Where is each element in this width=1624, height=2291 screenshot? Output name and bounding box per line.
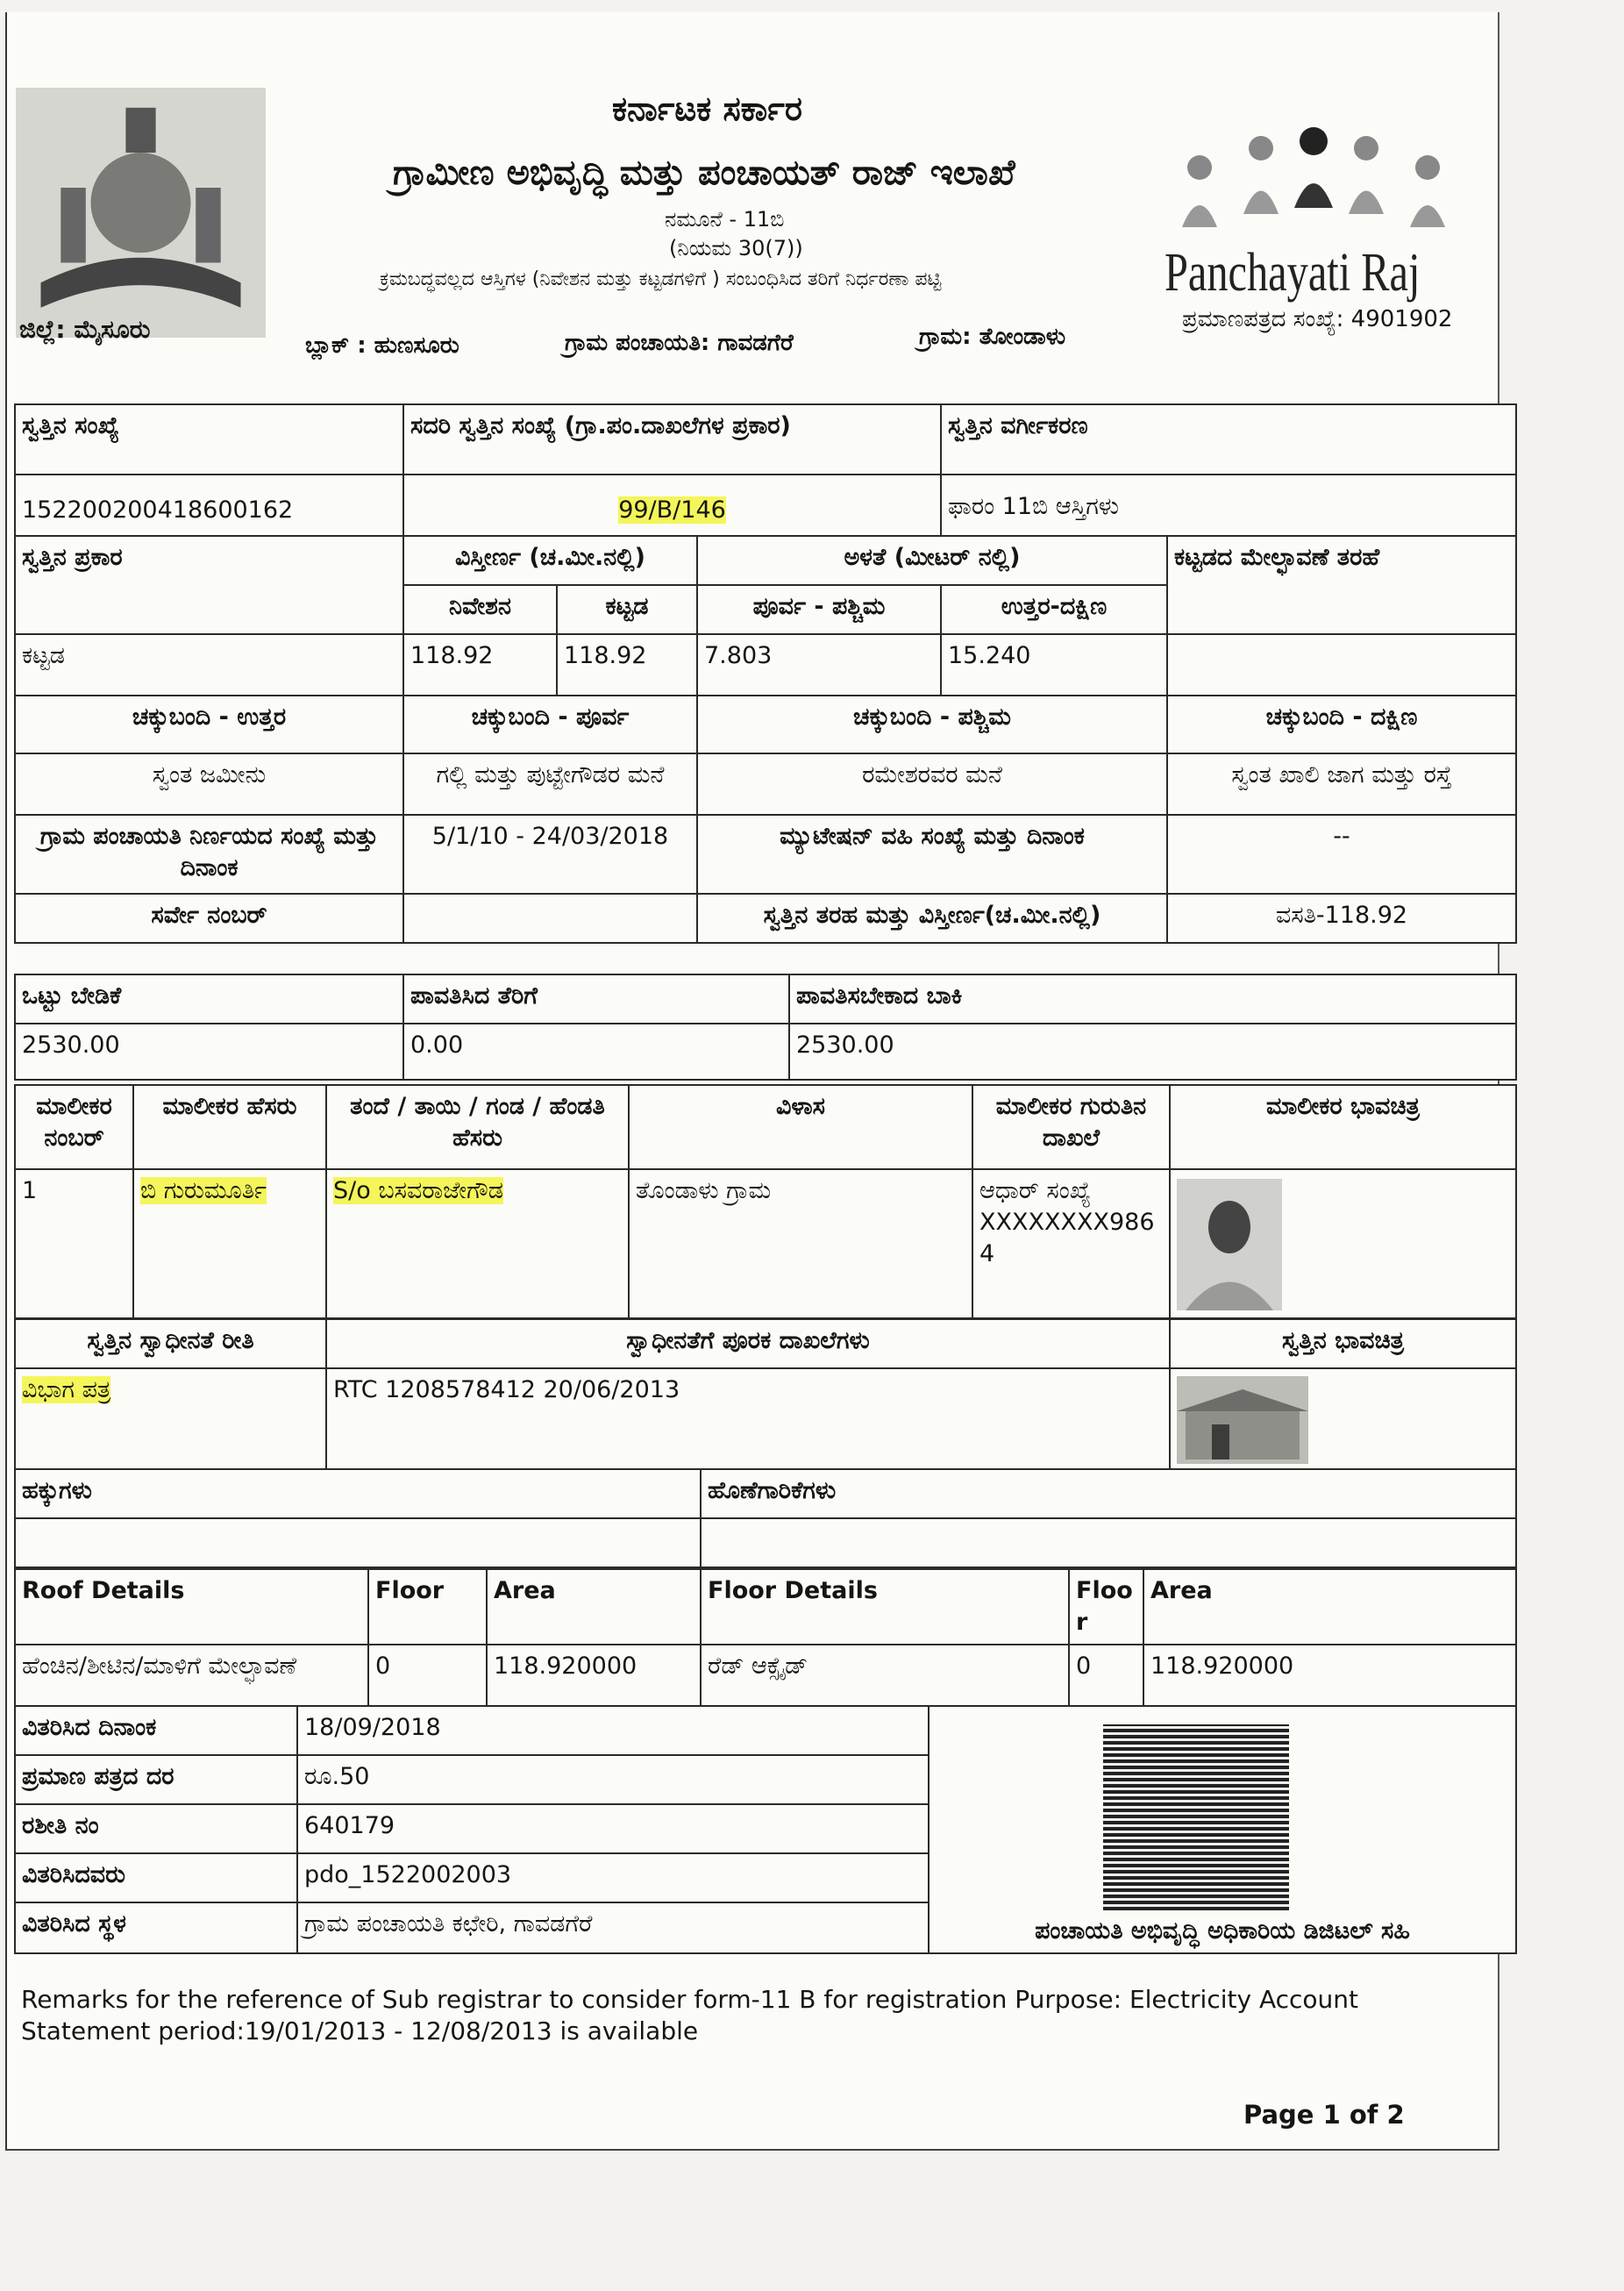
- usage-label: ಸ್ವತ್ತಿನ ತರಹ ಮತ್ತು ವಿಸ್ತೀರ್ಣ(ಚ.ಮೀ.ನಲ್ಲಿ): [697, 894, 1167, 943]
- property-photo: [1177, 1376, 1308, 1464]
- digital-signature-label: ಪಂಚಾಯತಿ ಅಭಿವೃದ್ಧಿ ಅಧಿಕಾರಿಯ ಡಿಜಿಟಲ್ ಸಹಿ: [1035, 1917, 1410, 1945]
- resolution-value: 5/1/10 - 24/03/2018: [403, 815, 697, 894]
- logo-title: Panchayati Raj: [1165, 243, 1421, 303]
- property-id: 152200200418600162: [15, 475, 403, 536]
- floor-floor: 0: [1069, 1645, 1143, 1731]
- relation-label: ತಂದೆ / ತಾಯಿ / ಗಂಡ / ಹೆಂಡತಿ ಹೆಸರು: [326, 1085, 629, 1169]
- north-boundary: ಸ್ವಂತ ಜಮೀನು: [15, 753, 403, 815]
- form-description: ಕ್ರಮಬದ್ಧವಲ್ಲದ ಆಸ್ತಿಗಳ (ನಿವೇಶನ ಮತ್ತು ಕಟ್ಟಡಗಳಿಗೆ ) ಸಂಬಂಧಿಸಿದ ತರಿಗೆ ನಿರ್ಧರಣಾ ಪಟ್ಟಿ: [380, 268, 942, 290]
- balance: 2530.00: [789, 1024, 1516, 1080]
- fee: ರೂ.50: [297, 1755, 929, 1804]
- floor-area-label: Area: [1143, 1569, 1516, 1645]
- total-demand-label: ಒಟ್ಟು ಬೇಡಿಕೆ: [15, 974, 403, 1024]
- ownership-table: [14, 1318, 1517, 1471]
- roof-area-label: Area: [487, 1569, 701, 1645]
- tax-paid: 0.00: [403, 1024, 789, 1080]
- issued-by-label: ವಿತರಿಸಿದವರು: [15, 1853, 297, 1902]
- property-type: ಕಟ್ಟಡ: [15, 634, 403, 696]
- north-south: 15.240: [941, 634, 1167, 696]
- certificate-sheet: [5, 12, 1499, 2151]
- tax-table: [14, 974, 1517, 1081]
- gp-number: 99/B/146: [618, 496, 726, 524]
- gram-panchayat: ಗ್ರಾಮ ಪಂಚಾಯತಿ: ಗಾವಡಗೆರೆ: [565, 330, 794, 356]
- issue-table: [14, 1705, 1517, 1954]
- remarks: Remarks for the reference of Sub registrar to consider form-11 B for registration Purpose: Electricity Account Statement period:19/01/2013 - 12/08/2013 is available: [21, 1985, 1359, 2045]
- supporting-docs-label: ಸ್ವಾಧೀನತೆಗೆ ಪೂರಕ ದಾಖಲೆಗಳು: [326, 1319, 1170, 1368]
- east-west: 7.803: [697, 634, 941, 696]
- east-boundary: ಗಲ್ಲಿ ಮತ್ತು ಪುಟ್ಟೇಗೌಡರ ಮನೆ: [403, 753, 697, 815]
- balance-label: ಪಾವತಿಸಬೇಕಾದ ಬಾಕಿ: [789, 974, 1516, 1024]
- west-boundary: ರಮೇಶರವರ ಮನೆ: [697, 753, 1167, 815]
- north-south-label: ಉತ್ತರ-ದಕ್ಷಿಣ: [941, 585, 1167, 634]
- owner-name-label: ಮಾಲೀಕರ ಹೆಸರು: [133, 1085, 326, 1169]
- property-id-label: ಸ್ವತ್ತಿನ ಸಂಖ್ಯೆ: [15, 404, 403, 475]
- rights-label: ಹಕ್ಕುಗಳು: [15, 1469, 701, 1518]
- roof-type: [1167, 634, 1516, 696]
- owner-photo-label: ಮಾಲೀಕರ ಭಾವಚಿತ್ರ: [1170, 1085, 1516, 1169]
- rights-table: [14, 1468, 1517, 1568]
- roof-floor-label: Floor: [368, 1569, 487, 1645]
- total-demand: 2530.00: [15, 1024, 403, 1080]
- mutation-label: ಮ್ಯುಟೇಷನ್ ವಹಿ ಸಂಖ್ಯೆ ಮತ್ತು ದಿನಾಂಕ: [697, 815, 1167, 894]
- issue-place: ಗ್ರಾಮ ಪಂಚಾಯತಿ ಕಛೇರಿ, ಗಾವಡಗೆರೆ: [297, 1902, 929, 1953]
- north-boundary-label: ಚಕ್ಕುಬಂದಿ - ಉತ್ತರ: [15, 696, 403, 753]
- floor-type-value: ರೆಡ್ ಆಕ್ಸೈಡ್: [701, 1645, 1069, 1731]
- taluk: ಬ್ಲಾಕ್ : ಹುಣಸೂರು: [305, 332, 459, 359]
- usage-value: ವಸತಿ-118.92: [1167, 894, 1516, 943]
- area-label: ವಿಸ್ತೀರ್ಣ (ಚ.ಮೀ.ನಲ್ಲಿ): [403, 536, 697, 585]
- survey-label: ಸರ್ವೇ ನಂಬರ್: [15, 894, 403, 943]
- dimensions-label: ಅಳತೆ (ಮೀಟರ್ ನಲ್ಲಿ): [697, 536, 1167, 585]
- supporting-docs: RTC 1208578412 20/06/2013: [326, 1368, 1170, 1470]
- site-area: 118.92: [403, 634, 557, 696]
- ownership-mode: ವಿಭಾಗ ಪತ್ರ: [22, 1376, 111, 1403]
- department-title: ಗ್ರಾಮೀಣ ಅಭಿವೃದ್ಧಿ ಮತ್ತು ಪಂಚಾಯತ್ ರಾಜ್ ಇಲಾಖೆ: [393, 153, 1015, 193]
- issued-by: pdo_1522002003: [297, 1853, 929, 1902]
- property-photo-label: ಸ್ವತ್ತಿನ ಭಾವಚಿತ್ರ: [1170, 1319, 1516, 1368]
- tax-paid-label: ಪಾವತಿಸಿದ ತೆರಿಗೆ: [403, 974, 789, 1024]
- south-boundary-label: ಚಕ್ಕುಬಂದಿ - ದಕ್ಷಿಣ: [1167, 696, 1516, 753]
- fee-label: ಪ್ರಮಾಣ ಪತ್ರದ ದರ: [15, 1755, 297, 1804]
- issue-date: 18/09/2018: [297, 1706, 929, 1755]
- certificate-number: ಪ್ರಮಾಣಪತ್ರದ ಸಂಖ್ಯೆ: 4901902: [1182, 306, 1453, 332]
- address-label: ವಿಳಾಸ: [629, 1085, 972, 1169]
- building-area: 118.92: [557, 634, 697, 696]
- liabilities-value: [701, 1518, 1516, 1567]
- floor-floor-label: Floor: [1069, 1569, 1143, 1645]
- district: ಜಿಲ್ಲೆ: ಮೈಸೂರು: [19, 315, 151, 344]
- village: ಗ್ರಾಮ: ತೋಂಡಾಳು: [919, 324, 1066, 350]
- liabilities-label: ಹೊಣೆಗಾರಿಕೆಗಳು: [701, 1469, 1516, 1518]
- classification: ಫಾರಂ 11ಬಿ ಆಸ್ತಿಗಳು: [941, 475, 1516, 536]
- site-label: ನಿವೇಶನ: [403, 585, 557, 634]
- east-west-label: ಪೂರ್ವ - ಪಶ್ಚಿಮ: [697, 585, 941, 634]
- gp-number-label: ಸದರಿ ಸ್ವತ್ತಿನ ಸಂಖ್ಯೆ (ಗ್ರಾ.ಪಂ.ದಾಖಲೆಗಳ ಪ್ರಕಾರ): [403, 404, 941, 475]
- id-doc-label: ಮಾಲೀಕರ ಗುರುತಿನ ದಾಖಲೆ: [972, 1085, 1170, 1169]
- floor-details-label: Floor Details: [701, 1569, 1069, 1645]
- roof-area: 118.920000: [487, 1645, 701, 1731]
- rule-ref: (ನಿಯಮ 30(7)): [669, 236, 803, 261]
- owner-photo: [1177, 1179, 1282, 1310]
- karnataka-emblem-icon: [16, 88, 266, 338]
- govt-title: ಕರ್ನಾಟಕ ಸರ್ಕಾರ: [612, 89, 802, 128]
- relation-name: S/o ಬಸವರಾಜೇಗೌಡ: [333, 1177, 503, 1204]
- roof-floor: 0: [368, 1645, 487, 1731]
- classification-label: ಸ್ವತ್ತಿನ ವರ್ಗೀಕರಣ: [941, 404, 1516, 475]
- south-boundary: ಸ್ವಂತ ಖಾಲಿ ಜಾಗ ಮತ್ತು ರಸ್ತೆ: [1167, 753, 1516, 815]
- mutation-value: --: [1167, 815, 1516, 894]
- building-label: ಕಟ್ಟಡ: [557, 585, 697, 634]
- owner-no-label: ಮಾಲೀಕರ ನಂಬರ್: [15, 1085, 133, 1169]
- east-boundary-label: ಚಕ್ಕುಬಂದಿ - ಪೂರ್ವ: [403, 696, 697, 753]
- qr-code-icon: [1103, 1724, 1289, 1910]
- survey-value: [403, 894, 697, 943]
- rights-value: [15, 1518, 701, 1567]
- roof-details-label: Roof Details: [15, 1569, 368, 1645]
- owner-address: ತೊಂಡಾಳು ಗ್ರಾಮ: [629, 1169, 972, 1318]
- roof-type-label: ಕಟ್ಟಡದ ಮೇಲ್ಛಾವಣೆ ತರಹೆ: [1167, 536, 1516, 634]
- floor-area: 118.920000: [1143, 1645, 1516, 1731]
- receipt: 640179: [297, 1804, 929, 1853]
- property-table: [14, 403, 1517, 944]
- resolution-label: ಗ್ರಾಮ ಪಂಚಾಯತಿ ನಿರ್ಣಯದ ಸಂಖ್ಯೆ ಮತ್ತು ದಿನಾಂಕ: [15, 815, 403, 894]
- form-name: ನಮೂನೆ - 11ಬಿ: [665, 207, 785, 232]
- west-boundary-label: ಚಕ್ಕುಬಂದಿ - ಪಶ್ಚಿಮ: [697, 696, 1167, 753]
- property-type-label: ಸ್ವತ್ತಿನ ಪ್ರಕಾರ: [15, 536, 403, 634]
- issue-date-label: ವಿತರಿಸಿದ ದಿನಾಂಕ: [15, 1706, 297, 1755]
- panchayati-raj-logo-icon: [1165, 122, 1463, 245]
- owner-table: [14, 1084, 1517, 1319]
- owner-no: 1: [15, 1169, 133, 1318]
- issue-place-label: ವಿತರಿಸಿದ ಸ್ಥಳ: [15, 1902, 297, 1953]
- owner-name: ಬಿ ಗುರುಮೂರ್ತಿ: [140, 1177, 267, 1204]
- page-number: Page 1 of 2: [1243, 2100, 1405, 2130]
- owner-id-doc: ಆಧಾರ್ ಸಂಖ್ಯೆ XXXXXXXX9864: [972, 1169, 1170, 1318]
- roof-type-value: ಹೆಂಚಿನ/ಶೀಟಿನ/ಮಾಳಿಗೆ ಮೇಲ್ಛಾವಣೆ: [15, 1645, 368, 1731]
- receipt-label: ರಶೀತಿ ನಂ: [15, 1804, 297, 1853]
- ownership-mode-label: ಸ್ವತ್ತಿನ ಸ್ವಾಧೀನತೆ ರೀತಿ: [15, 1319, 326, 1368]
